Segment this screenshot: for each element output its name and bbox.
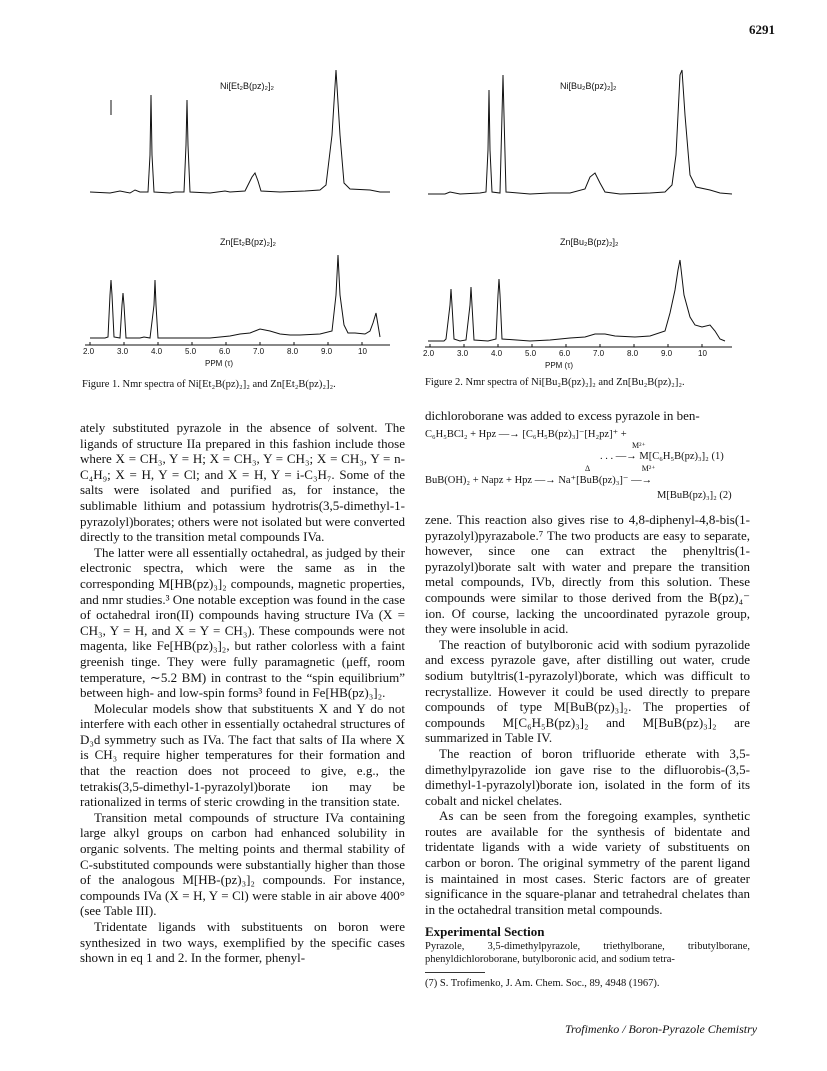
equation-2-line-1: BuB(OH)₂ + Napz + Hpz —→ Na⁺[BuB(pz)₃]⁻ —→ bbox=[425, 475, 653, 486]
paragraph: As can be seen from the foregoing examples, synthetic routes are available for the synthesis of bidentate and tridentate ligands with a wide variety of substituents on carbon or boron. The original symmetry of the parent ligand is maintained in most cases. Steric factors are of greater significance in the square-planar and tetrahedral chelates than in the octahedral transition metal compounds. bbox=[425, 808, 750, 917]
figure-1-tick-label: 10 bbox=[358, 347, 367, 356]
figure-2-tick-label: 4.0 bbox=[491, 349, 503, 358]
equation-1-reagent: M²⁺ bbox=[632, 441, 646, 450]
paragraph: Molecular models show that substituents X and Y do not interfere with each other in essentially octahedral structures of D₃d symmetry such as IVa. The fact that salts of IIa where X is CH₃ require higher temperatures for their formation and that the reaction does not proceed to give, e.g., the tetrakis(3,5-dimethyl-1-pyrazolyl)borate ion may be rationalized in terms of steric crowding in the transition state. bbox=[80, 700, 405, 810]
figure-1-bottom-label: Zn[Et₂B(pz)₂]₂ bbox=[220, 237, 276, 247]
paragraph: zene. This reaction also gives rise to 4,8-diphenyl-4,8-bis(1-pyrazolyl)pyrazabole.⁷ The two products are easy to separate, however, since one can extract the phenyltris(1-pyrazolyl)borate salt with water and prepare the transition metal compounds, IVb, directly from this solution. These compounds were similar to those derived from the B(pz)₄⁻ ion. Of course, lacking the uncoordinated pyrazole group, they were insoluble in acid. bbox=[425, 512, 750, 637]
figure-1 bbox=[80, 55, 400, 370]
right-column bbox=[425, 512, 750, 990]
figure-2-tick-label: 9.0 bbox=[661, 349, 673, 358]
figure-1-top-label: Ni[Et₂B(pz)₂]₂ bbox=[220, 81, 274, 91]
figure-1-tick-label: 9.0 bbox=[321, 347, 333, 356]
figure-1-tick-label: 2.0 bbox=[83, 347, 95, 356]
paragraph: dichloroborane was added to excess pyrazole in ben- bbox=[425, 408, 700, 423]
figure-1-tick-label: 6.0 bbox=[219, 347, 231, 356]
running-footer: Trofimenko / Boron-Pyrazole Chemistry bbox=[565, 1022, 758, 1036]
figure-2-tick-label: 6.0 bbox=[559, 349, 571, 358]
equation-1-line-1: C₆H₅BCl₂ + Hpz —→ [C₆H₅B(pz)₃]⁻[H₂pz]⁺ + bbox=[425, 429, 627, 440]
spectrum-trace-zn-et bbox=[90, 255, 380, 338]
figure-2-tick-label: 3.0 bbox=[457, 349, 469, 358]
figure-2-bottom-label: Zn[Bu₂B(pz)₂]₂ bbox=[560, 237, 619, 247]
figure-2-spectra bbox=[420, 55, 740, 370]
figure-2-tick-label: 7.0 bbox=[593, 349, 605, 358]
footnote-rule bbox=[425, 972, 485, 973]
figure-1-tick-label: 3.0 bbox=[117, 347, 129, 356]
figure-2-tick-label: 8.0 bbox=[627, 349, 639, 358]
figure-1-tick-label: 8.0 bbox=[287, 347, 299, 356]
equation-2-line-2: M[BuB(pz)₃]₂ (2) bbox=[657, 490, 732, 501]
paragraph: Transition metal compounds of structure IVa containing large alkyl groups on carbon had enhanced solubility in organic solvents. The melting points and thermal stability of C-substituted compounds were substantially higher than those of the analogous M[HB-(pz)₃]₂ compounds. For instance, compounds IVa (X = H, Y = Cl) were stable in air above 400° (see Table III). bbox=[80, 809, 405, 919]
paragraph: Tridentate ligands with substituents on boron were synthesized in two ways, exemplified by the specific cases shown in eq 1 and 2. In the former, phenyl- bbox=[80, 919, 405, 966]
figure-1-tick-label: 5.0 bbox=[185, 347, 197, 356]
figure-2-caption: Figure 2. Nmr spectra of Ni[Bu₂B(pz)₂]₂ and Zn[Bu₂B(pz)₂]₂. bbox=[425, 377, 685, 388]
paragraph: The reaction of boron trifluoride etherate with 3,5-dimethylpyrazolide ion gave rise to the difluorobis-(3,5-dimethyl-1-pyrazolyl)borate ion, isolated in the form of its cobalt and nickel chelates. bbox=[425, 745, 750, 808]
figure-1-tick-label: 4.0 bbox=[151, 347, 163, 356]
paragraph: The reaction of butylboronic acid with sodium pyrazolide and excess pyrazole gave, after distilling out water, crude sodium butyltris(1-pyrazolyl)borate, which was difficult to recrystallize. However it could be used directly to prepare compounds of type M[BuB(pz)₃]₂. The properties of compounds M[C₆H₅B(pz)₃]₂ and M[BuB(pz)₃]₂ are summarized in Table IV. bbox=[425, 636, 750, 746]
equations bbox=[425, 428, 750, 502]
figure-2 bbox=[420, 55, 740, 370]
figure-1-x-label: PPM (τ) bbox=[205, 359, 234, 368]
page-number: 6291 bbox=[749, 22, 775, 37]
paragraph: The latter were all essentially octahedral, as judged by their electronic spectra, which were the same as in the corresponding M[HB(pz)₃]₂ compounds, magnetic properties, and nmr studies.³ One notable exception was found in the case of octahedral iron(II) compounds having structure IVa (X = CH₃, Y = H, and X = Y = CH₃). These compounds were not magenta, like Fe[HB(pz)₃]₂, but rather colorless with a faint greenish tinge. They were fully paramagnetic (μeff, room temperature, ∼5.2 BM) in contrast to the “spin equilibrium” between high- and low-spin forms³ found in Fe[HB(pz)₃]₂. bbox=[80, 544, 405, 701]
figure-2-top-label: Ni[Bu₂B(pz)₂]₂ bbox=[560, 81, 617, 91]
figure-1-tick-label: 7.0 bbox=[253, 347, 265, 356]
figure-2-tick-label: 10 bbox=[698, 349, 707, 358]
figure-2-tick-label: 5.0 bbox=[525, 349, 537, 358]
figure-2-tick-label: 2.0 bbox=[423, 349, 435, 358]
experimental-text: Pyrazole, 3,5-dimethylpyrazole, triethylborane, tributylborane, phenyldichloroborane, butylboronic acid, and sodium tetra- bbox=[425, 941, 750, 966]
equation-2-reagents: Δ M²⁺ bbox=[585, 464, 656, 473]
figure-1-caption: Figure 1. Nmr spectra of Ni[Et₂B(pz)₂]₂ and Zn[Et₂B(pz)₂]₂. bbox=[82, 379, 336, 390]
left-column bbox=[80, 420, 405, 966]
paragraph: ately substituted pyrazole in the absence of solvent. The ligands of structure IIa prepared in this fashion include those where X = CH₃, Y = H; X = CH₃, Y = CH₃; X = CH₃, Y = n-C₄H₉; X = H, Y = Cl; and X = H, Y = i-C₃H₇. Some of the salts were isolated and purified as, for instance, the sublimable lithium and potassium hydrotris(3,5-dimethyl-1-pyrazolyl)borates; others were not isolated but were converted directly to the transition metal compounds IVa. bbox=[80, 420, 405, 545]
footnote: (7) S. Trofimenko, J. Am. Chem. Soc., 89, 4948 (1967). bbox=[425, 978, 660, 990]
equation-1-line-2: . . . —→ M[C₆H₅B(pz)₃]₂ (1) bbox=[600, 451, 724, 462]
spectrum-trace-zn-bu bbox=[428, 260, 725, 341]
section-heading: Experimental Section bbox=[425, 924, 545, 940]
figure-2-x-label: PPM (τ) bbox=[545, 361, 574, 370]
figure-1-spectra bbox=[80, 55, 400, 370]
right-column-intro bbox=[425, 408, 750, 424]
